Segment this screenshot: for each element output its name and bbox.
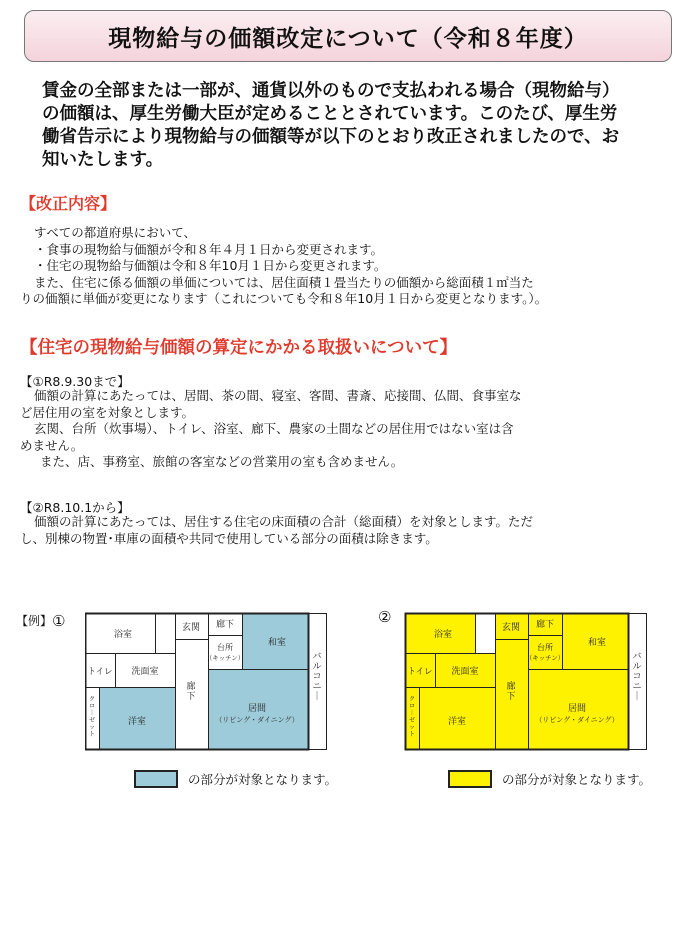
revision-line: また、住宅に係る価額の単価については、居住面積１畳当たりの価額から総面積１㎡当た — [34, 274, 534, 290]
legend-text-2: の部分が対象となります。 — [502, 772, 652, 787]
room-label-closet: ク — [88, 696, 96, 703]
room-label-closet: ｜ — [88, 710, 96, 717]
room-label-toilet: トイレ — [87, 667, 113, 677]
revision-line: すべての都道府県において、 — [34, 225, 197, 240]
intro-line: 知いたします。 — [42, 150, 164, 170]
housing-heading: 【住宅の現物給与価額の算定にかかる取扱いについて】 — [20, 338, 458, 358]
room-label-balcony: ｜ — [312, 692, 322, 702]
sub1-line: 玄関、台所（炊事場）、トイレ、浴室、廊下、農家の土間などの居住用ではない室は含 — [34, 421, 514, 436]
sub2-content — [20, 514, 680, 547]
room-label-hall: 廊下 — [215, 620, 235, 630]
sub2-line: し、別棟の物置･車庫の面積や共同で使用している部分の面積は除きます。 — [20, 530, 438, 546]
room-label-entrance: 玄関 — [501, 623, 521, 633]
room-label-kitchen-sub: （キッチン） — [205, 654, 245, 662]
revision-line: ・食事の現物給与価額が令和８年４月１日から変更されます。 — [34, 241, 384, 257]
room-label-wash: 洗面室 — [451, 667, 479, 677]
plan1-number: ① — [52, 612, 66, 630]
revision-line: ・住宅の現物給与価額は令和８年10月１日から変更されます。 — [34, 258, 387, 273]
room-kitchen — [529, 636, 563, 670]
room-kitchen — [209, 636, 243, 670]
plan2-number: ② — [378, 608, 392, 626]
room-label-balcony: ｜ — [632, 692, 642, 702]
room-label-kitchen-sub: （キッチン） — [525, 654, 565, 662]
room-label-jpn: 和室 — [267, 638, 287, 648]
intro-paragraph — [42, 80, 672, 172]
room-label-closet: ッ — [408, 724, 416, 731]
room-label-closet: ゼ — [88, 717, 96, 724]
room-label-balcony: バ — [632, 652, 642, 662]
room-label-closet: ッ — [88, 724, 96, 731]
room-label-closet: ク — [408, 696, 416, 703]
room-label-living: 居間 — [247, 704, 267, 714]
room-label-kitchen: 台所 — [217, 643, 233, 652]
sub1-line: また、店、事務室、旅館の客室などの営業用の室も含めません。 — [40, 454, 404, 469]
room-label-balcony: ル — [632, 662, 642, 672]
sub1-content — [20, 388, 680, 471]
room-label-corridor: 廊 — [506, 682, 516, 692]
room-label-corridor: 廊 — [186, 682, 196, 692]
room-label-closet: ト — [88, 731, 96, 738]
room-label-kitchen: 台所 — [537, 643, 553, 652]
room-label-bath: 浴室 — [113, 630, 133, 640]
room-label-closet: ゼ — [408, 717, 416, 724]
intro-line: の価額は、厚生労働大臣が定めることとされています。このたび、厚生労 — [42, 104, 618, 124]
legend-1 — [134, 770, 337, 788]
sub1-line: ど居住用の室を対象とします。 — [20, 404, 195, 420]
room-label-balcony: ル — [312, 662, 322, 672]
room-label-jpn: 和室 — [587, 638, 607, 648]
revision-heading: 【改正内容】 — [20, 194, 117, 213]
room-label-western: 洋室 — [447, 717, 467, 727]
room-label-living-sub: （リビング・ダイニング） — [535, 716, 619, 724]
room-label-closet: ト — [408, 731, 416, 738]
revision-content — [20, 225, 688, 308]
legend-swatch-2 — [448, 770, 492, 788]
room-label-wash: 洗面室 — [131, 667, 159, 677]
revision-line: りの価額に単価が変更になります（これについても令和８年10月１日から変更となります。）。 — [20, 291, 548, 306]
room-label-entrance: 玄関 — [181, 623, 201, 633]
sub2-label: 【②R8.10.1から】 — [20, 500, 130, 515]
room-label-living-sub: （リビング・ダイニング） — [215, 716, 299, 724]
intro-line: 働省告示により現物給与の価額等が以下のとおり改正されましたので、お — [42, 127, 620, 147]
legend-text-1: の部分が対象となります。 — [188, 772, 338, 787]
intro-line: 賃金の全部または一部が、通貨以外のもので支払われる場合（現物給与） — [42, 81, 620, 101]
legend-swatch-1 — [134, 770, 178, 788]
room-label-closet: ｜ — [408, 710, 416, 717]
legend-2 — [448, 770, 651, 788]
room-label-toilet: トイレ — [407, 667, 433, 677]
sub1-label: 【①R8.9.30まで】 — [20, 374, 130, 389]
room-label-corridor: 下 — [506, 692, 516, 702]
room-label-living: 居間 — [567, 704, 587, 714]
room-label-corridor: 下 — [186, 692, 196, 702]
room-label-balcony: ニ — [312, 682, 322, 692]
sub1-line: めません。 — [20, 437, 84, 453]
room-label-balcony: バ — [312, 652, 322, 662]
room-label-western: 洋室 — [127, 717, 147, 727]
room-label-closet: ロ — [88, 703, 96, 710]
room-label-balcony: コ — [312, 672, 322, 682]
floor-plan-2 — [402, 609, 650, 759]
room-label-closet: ロ — [408, 703, 416, 710]
room-label-bath: 浴室 — [433, 630, 453, 640]
page-title: 現物給与の価額改定について（令和８年度） — [24, 10, 672, 62]
example-label: 【例】 — [16, 614, 53, 628]
room-label-balcony: コ — [632, 672, 642, 682]
sub2-line: 価額の計算にあたっては、居住する住宅の床面積の合計（総面積）を対象とします。ただ — [34, 514, 534, 529]
room-label-balcony: ニ — [632, 682, 642, 692]
room-label-hall: 廊下 — [535, 620, 555, 630]
floor-plan-1 — [85, 609, 327, 759]
sub1-line: 価額の計算にあたっては、居間、茶の間、寝室、客間、書斎、応接間、仏間、食事室な — [34, 388, 522, 403]
